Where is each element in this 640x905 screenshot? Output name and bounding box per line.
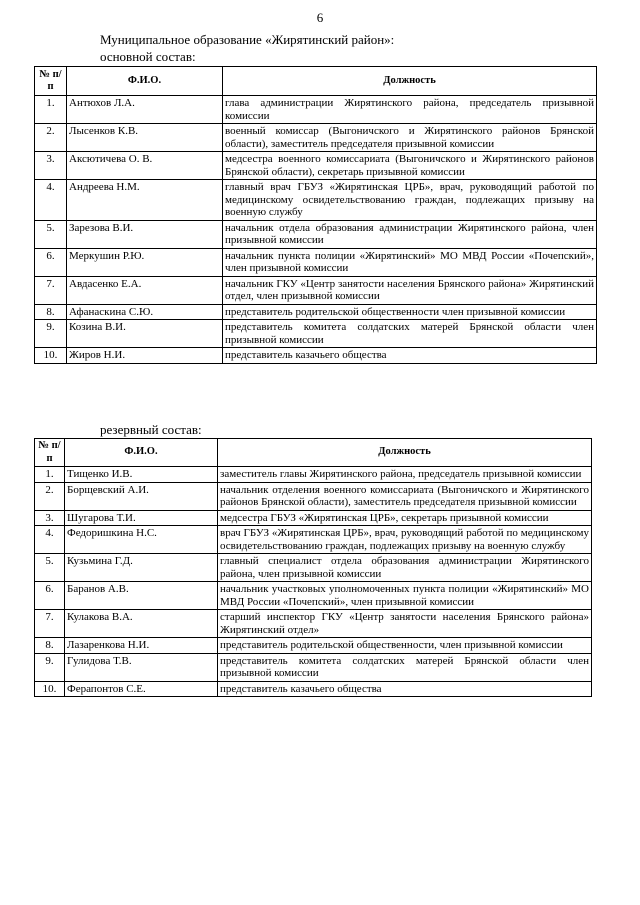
table-row bbox=[35, 152, 597, 180]
table-row bbox=[35, 348, 597, 364]
table-row bbox=[35, 681, 592, 697]
row-fio: Андреева Н.М. bbox=[67, 180, 223, 221]
municipality-heading: Муниципальное образование «Жирятинский район»: bbox=[100, 32, 395, 47]
row-position: начальник участковых уполномоченных пункта полиции «Жирятинский» МО МВД России «Почепский», член призывной комиссии bbox=[218, 582, 592, 610]
row-position: начальник ГКУ «Центр занятости населения Брянского района» Жирятинский отдел, член призывной комиссии bbox=[223, 276, 597, 304]
table-row bbox=[35, 124, 597, 152]
row-position: главный врач ГБУЗ «Жирятинская ЦРБ», врач, руководящий работой по медицинскому освидетельствованию граждан, подлежащих призыву на военную службу bbox=[223, 180, 597, 221]
table-row bbox=[35, 510, 592, 526]
row-number: 8. bbox=[35, 304, 67, 320]
row-fio: Лазаренкова Н.И. bbox=[65, 638, 218, 654]
table-row bbox=[35, 653, 592, 681]
row-number: 10. bbox=[35, 681, 65, 697]
row-number: 4. bbox=[35, 180, 67, 221]
table-row bbox=[35, 526, 592, 554]
row-position: главный специалист отдела образования администрации Жирятинского района, член призывной комиссии bbox=[218, 554, 592, 582]
row-fio: Козина В.И. bbox=[67, 320, 223, 348]
row-number: 5. bbox=[35, 220, 67, 248]
row-position: начальник пункта полиции «Жирятинский» МО МВД России «Почепский», член призывной комиссии bbox=[223, 248, 597, 276]
row-number: 7. bbox=[35, 610, 65, 638]
row-fio: Антюхов Л.А. bbox=[67, 96, 223, 124]
row-number: 1. bbox=[35, 467, 65, 483]
row-number: 5. bbox=[35, 554, 65, 582]
row-number: 6. bbox=[35, 248, 67, 276]
row-position: медсестра ГБУЗ «Жирятинская ЦРБ», секретарь призывной комиссии bbox=[218, 510, 592, 526]
table-row bbox=[35, 582, 592, 610]
table-row bbox=[35, 180, 597, 221]
row-position: заместитель главы Жирятинского района, председатель призывной комиссии bbox=[218, 467, 592, 483]
column-header-num: № п/п bbox=[35, 67, 67, 96]
table-row bbox=[35, 638, 592, 654]
column-header-position: Должность bbox=[223, 67, 597, 96]
row-position: врач ГБУЗ «Жирятинская ЦРБ», врач, руководящий работой по медицинскому освидетельствованию граждан, подлежащих призыву на военную службу bbox=[218, 526, 592, 554]
row-position: начальник отделения военного комиссариата (Выгоничского и Жирятинского районов Брянской области), заместитель председателя призывной комиссии bbox=[218, 482, 592, 510]
row-number: 7. bbox=[35, 276, 67, 304]
table-row bbox=[35, 96, 597, 124]
main-composition-table bbox=[34, 66, 597, 364]
row-number: 10. bbox=[35, 348, 67, 364]
row-number: 6. bbox=[35, 582, 65, 610]
row-position: представитель родительской общественности член призывной комиссии bbox=[223, 304, 597, 320]
reserve-table-body bbox=[35, 467, 592, 697]
row-number: 2. bbox=[35, 124, 67, 152]
row-fio: Афанаскина С.Ю. bbox=[67, 304, 223, 320]
reserve-composition-table bbox=[34, 438, 592, 697]
main-table-body bbox=[35, 96, 597, 364]
row-fio: Лысенков К.В. bbox=[67, 124, 223, 152]
table-row bbox=[35, 467, 592, 483]
row-fio: Гулидова Т.В. bbox=[65, 653, 218, 681]
reserve-composition-label: резервный состав: bbox=[100, 422, 202, 437]
table-row bbox=[35, 304, 597, 320]
row-position: начальник отдела образования администрации Жирятинского района, член призывной комиссии bbox=[223, 220, 597, 248]
row-fio: Баранов А.В. bbox=[65, 582, 218, 610]
table-row bbox=[35, 554, 592, 582]
table-header-row bbox=[35, 439, 592, 467]
table-row bbox=[35, 276, 597, 304]
table-row bbox=[35, 482, 592, 510]
table-header-row bbox=[35, 67, 597, 96]
row-fio: Тищенко И.В. bbox=[65, 467, 218, 483]
row-number: 1. bbox=[35, 96, 67, 124]
row-fio: Кузьмина Г.Д. bbox=[65, 554, 218, 582]
row-position: представитель казачьего общества bbox=[223, 348, 597, 364]
row-fio: Жиров Н.И. bbox=[67, 348, 223, 364]
column-header-num: № п/п bbox=[35, 439, 65, 467]
column-header-fio: Ф.И.О. bbox=[65, 439, 218, 467]
row-number: 3. bbox=[35, 152, 67, 180]
row-position: глава администрации Жирятинского района, председатель призывной комиссии bbox=[223, 96, 597, 124]
row-number: 9. bbox=[35, 320, 67, 348]
main-composition-label: основной состав: bbox=[100, 49, 196, 64]
row-fio: Ферапонтов С.Е. bbox=[65, 681, 218, 697]
table-row bbox=[35, 248, 597, 276]
row-fio: Авдасенко Е.А. bbox=[67, 276, 223, 304]
row-position: представитель казачьего общества bbox=[218, 681, 592, 697]
row-position: представитель комитета солдатских матерей Брянской области член призывной комиссии bbox=[223, 320, 597, 348]
row-fio: Зарезова В.И. bbox=[67, 220, 223, 248]
row-fio: Борщевский А.И. bbox=[65, 482, 218, 510]
row-fio: Шугарова Т.И. bbox=[65, 510, 218, 526]
row-fio: Федоришкина Н.С. bbox=[65, 526, 218, 554]
row-number: 8. bbox=[35, 638, 65, 654]
page-number: 6 bbox=[316, 10, 324, 25]
table-row bbox=[35, 610, 592, 638]
row-number: 9. bbox=[35, 653, 65, 681]
row-number: 2. bbox=[35, 482, 65, 510]
row-number: 4. bbox=[35, 526, 65, 554]
table-row bbox=[35, 320, 597, 348]
row-fio: Меркушин Р.Ю. bbox=[67, 248, 223, 276]
column-header-fio: Ф.И.О. bbox=[67, 67, 223, 96]
row-position: представитель комитета солдатских матерей Брянской области член призывной комиссии bbox=[218, 653, 592, 681]
row-fio: Аксютичева О. В. bbox=[67, 152, 223, 180]
row-position: старший инспектор ГКУ «Центр занятости населения Брянского района» Жирятинский отдел» bbox=[218, 610, 592, 638]
row-number: 3. bbox=[35, 510, 65, 526]
row-position: военный комиссар (Выгоничского и Жирятинского районов Брянской области), заместитель председателя призывной комиссии bbox=[223, 124, 597, 152]
row-position: медсестра военного комиссариата (Выгоничского и Жирятинского районов Брянской области), секретарь призывной комиссии bbox=[223, 152, 597, 180]
column-header-position: Должность bbox=[218, 439, 592, 467]
row-fio: Кулакова В.А. bbox=[65, 610, 218, 638]
row-position: представитель родительской общественности, член призывной комиссии bbox=[218, 638, 592, 654]
table-row bbox=[35, 220, 597, 248]
